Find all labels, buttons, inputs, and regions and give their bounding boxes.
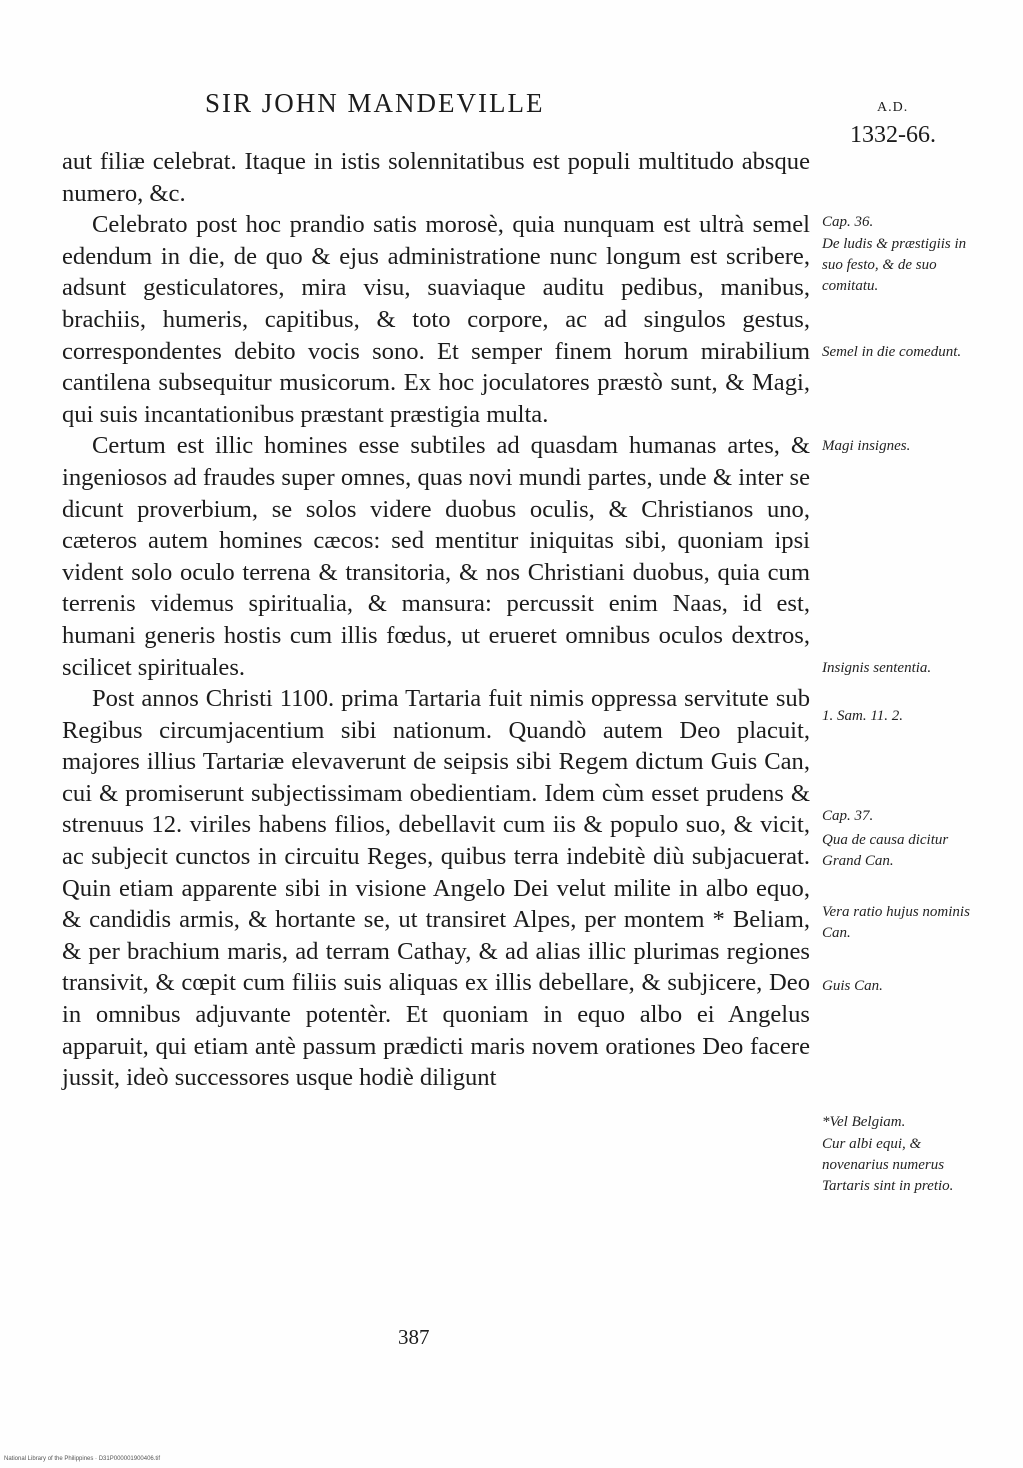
marginal-note-samuel: 1. Sam. 11. 2.: [822, 708, 903, 724]
paragraph-post-annos: Post annos Christi 1100. prima Tartaria fuit nimis oppressa servitute sub Regibus circumjacentium sibi nationum. Quandò autem Deo placuit, majores illius Tartariæ elevaverunt de seipsis sibi Regem dictum Guis Can, cui & promiserunt subjectissimam obedientiam. Idem cùm esset prudens & strenuus 12. viriles habens filios, debellavit cum iis & populo suo, & vicit, ac subjecit cunctos in circuitu Reges, quibus terra indebitè diù subjacuerat. Quin etiam apparente sibi in visione Angelo Dei velut milite in albo equo, & candidis armis, & hortante se, ut transiret Alpes, per montem * Beliam, & per brachium maris, ad terram Cathay, & ad alias illic plurimas regiones transivit, & cœpit cum filiis suis aliquas ex illis debellare, & subjicere, Deo in omnibus adjuvante potentèr. Et quoniam in equo albo ei Angelus apparuit, qui etiam antè passum prædicti maris novem orationes Deo facere jussit, ideò successores usque hodiè diligunt: [62, 685, 810, 1092]
paragraph-continuation: aut filiæ celebrat. Itaque in istis solennitatibus est populi multitudo absque numero, &c.: [62, 148, 810, 207]
running-title: SIR JOHN MANDEVILLE: [205, 88, 545, 118]
marginal-note-vera-ratio: Vera ratio hujus nominis Can.: [822, 904, 970, 941]
page-number: 387: [398, 1325, 430, 1349]
marginal-note-guis-can: Guis Can.: [822, 978, 883, 994]
marginal-note-insignis: Insignis sententia.: [822, 660, 932, 676]
date-range: 1332-66.: [850, 122, 936, 148]
scan-footer-stamp: National Library of the Philippines · D31P000001900406.tif: [4, 1456, 161, 1462]
paragraph-certum: Certum est illic homines esse subtiles ad quasdam humanas artes, & ingeniosos ad fraudes super omnes, quas novi mundi partes, unde & inter se dicunt proverbium, se solos videre duobus oculis, & Christianos uno, cæteros autem homines cæcos: sed mentitur iniquitas sibi, quoniam ipsi vident solo oculo terrena & transitoria, & nos Christiani duobus, quia cum terrenis videmus spiritualia, & mansura: percussit enim Naas, id est, humani generis hostis cum illis fœdus, ut erueret omnibus oculos dextros, scilicet spirituales.: [62, 432, 810, 681]
marginal-note-cap-36: Cap. 36.: [822, 214, 874, 230]
marginal-note-de-ludis: De ludis & præstigiis in suo festo, & de suo comitatu.: [822, 236, 967, 294]
marginal-note-cap-37: Cap. 37.: [822, 808, 874, 824]
main-text-column: [62, 146, 810, 1094]
date-label: A.D.: [877, 100, 909, 115]
marginal-note-semel: Semel in die comedunt.: [822, 344, 962, 360]
paragraph-celebrato: Celebrato post hoc prandio satis morosè, quia nunquam est ultrà semel edendum in die, de quo & ejus administratione nunc longum est scribere, adsunt gesticulatores, mira visu, suaviaque auditu pedibus, manibus, brachiis, humeris, capitibus, & toto corpore, ac ad singulos gestus, correspondentes debito vocis sono. Et semper finem horum mirabilium cantilena subsequitur musicorum. Ex hoc joculatores præstò sunt, & Magi, qui suis incantationibus præstant præstigia multa.: [62, 211, 810, 428]
marginal-note-magi: Magi insignes.: [822, 438, 911, 454]
marginal-note-grand-can: Qua de causa dicitur Grand Can.: [822, 832, 949, 869]
marginal-note-albi-equi: Cur albi equi, & novenarius numerus Tartaris sint in pretio.: [822, 1136, 954, 1194]
marginal-note-belgiam: *Vel Belgiam.: [822, 1114, 906, 1130]
